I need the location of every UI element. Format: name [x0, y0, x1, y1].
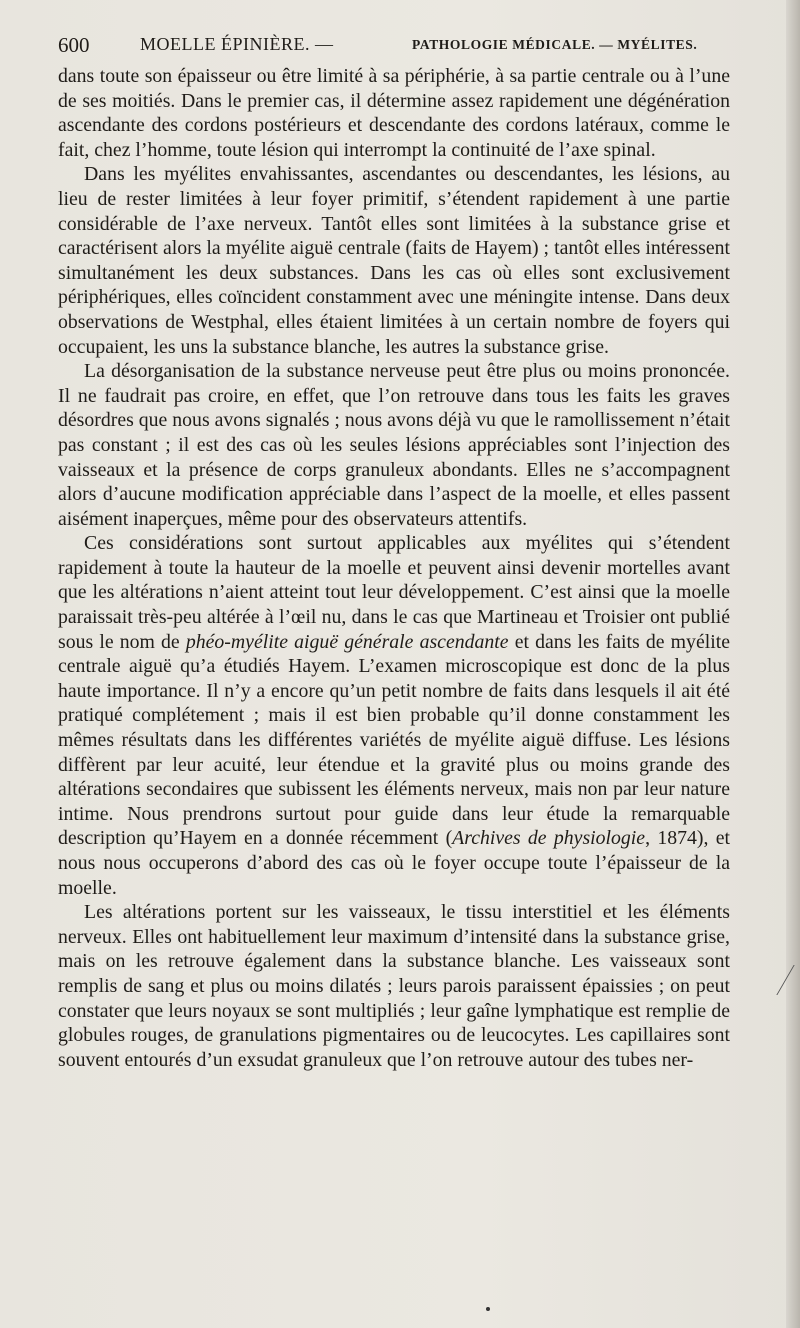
paragraph [58, 900, 730, 1072]
paragraph [58, 531, 730, 900]
running-header [58, 33, 738, 61]
page-number: 600 [58, 33, 90, 57]
text-run: dans toute son épaisseur ou être limité à sa périphérie, à sa partie centrale ou à l’une de ses moitiés. Dans le premier cas, il détermine assez rapidement une dégénération ascendante des cordons postérieurs et descendante des cordons latéraux, comme le fait, chez l’homme, toute lésion qui interrompt la continuité de l’axe spinal. [58, 65, 730, 161]
text-run: Dans les myélites envahissantes, ascendantes ou descendantes, les lésions, au lieu de rester limitées à leur foyer primitif, s’étendent rapidement à une partie considérable de l’axe nerveux. Tantôt elles sont limitées à la substance grise et caractérisent alors la myélite aiguë centrale (faits de Hayem) ; tantôt elles intéressent simultanément les deux substances. Dans les cas où elles sont exclusivement périphériques, elles coïncident constamment avec une méningite intense. Dans deux observations de Westphal, elles étaient limitées à un certain nombre de foyers qui occupaient, les uns la substance blanche, les autres la substance grise. [58, 163, 730, 358]
paragraph [58, 162, 730, 359]
text-run: et dans les faits de myélite centrale aiguë qu’a étudiés Hayem. L’examen microscopique est donc de la plus haute importance. Il n’y a encore qu’un petit nombre de faits dans lesquels il ait été pratiqué complétement ; mais il est bien probable qu’il donne constamment les mêmes résultats dans les différentes variétés de myélite aiguë diffuse. Les lésions diffèrent par leur acuité, leur étendue et la gravité plus ou moins grande des altérations secondaires que subissent les éléments nerveux, mais non par leur nature intime. Nous prendrons surtout pour guide dans leur étude la remarquable description qu’Hayem en a donnée récemment ( [58, 630, 730, 850]
text-run: Les altérations portent sur les vaisseaux, le tissu interstitiel et les éléments nerveux. Elles ont habituellement leur maximum d’intensité dans la substance grise, mais on les retrouve également dans la substance blanche. Les vaisseaux sont remplis de sang et plus ou moins dilatés ; leurs parois paraissent épaissies ; on peut constater que leurs noyaux se sont multipliés ; leur gaîne lymphatique est remplie de globules rouges, de granulations pigmentaires ou de leucocytes. Les capillaires sont souvent entourés d’un exsudat granuleux que l’on retrouve autour des tubes ner- [58, 901, 730, 1071]
paragraph [58, 64, 730, 162]
header-subtitle: PATHOLOGIE MÉDICALE. — MYÉLITES. [412, 37, 698, 52]
paragraph [58, 359, 730, 531]
text-run: , 1874), et nous nous occuperons d’abord des cas où le foyer occupe toute l’épaisseur de la moelle. [58, 827, 730, 899]
ink-dot [486, 1307, 490, 1311]
text-run: La désorganisation de la substance nerveuse peut être plus ou moins prononcée. Il ne faudrait pas croire, en effet, que l’on retrouve dans tous les faits les graves désordres que nous avons signalés ; nous avons déjà vu que le ramollissement n’était pas constant ; il est des cas où les seules lésions appréciables sont l’injection des vaisseaux et la présence de corps granuleux abondants. Elles ne s’accompagnent alors d’aucune modification appréciable dans l’aspect de la moelle, et elles passent aisément inaperçues, même pour des observateurs attentifs. [58, 360, 730, 530]
header-title: MOELLE ÉPINIÈRE. — [140, 34, 334, 54]
italic-text: phéo-myélite aiguë générale ascendante [185, 630, 509, 653]
page-gutter-edge [786, 0, 800, 1328]
text-run: Ces considérations sont surtout applicables aux myélites qui s’étendent rapidement à toute la hauteur de la moelle et peuvent ainsi devenir mortelles avant que les altérations n’aient atteint tout leur développement. C’est ainsi que la moelle paraissait très-peu altérée à l’œil nu, dans le cas que Martineau et Troisier ont publié sous le nom de [58, 532, 730, 653]
italic-text: Archives de physiologie [452, 827, 646, 850]
body-text [58, 64, 730, 1072]
